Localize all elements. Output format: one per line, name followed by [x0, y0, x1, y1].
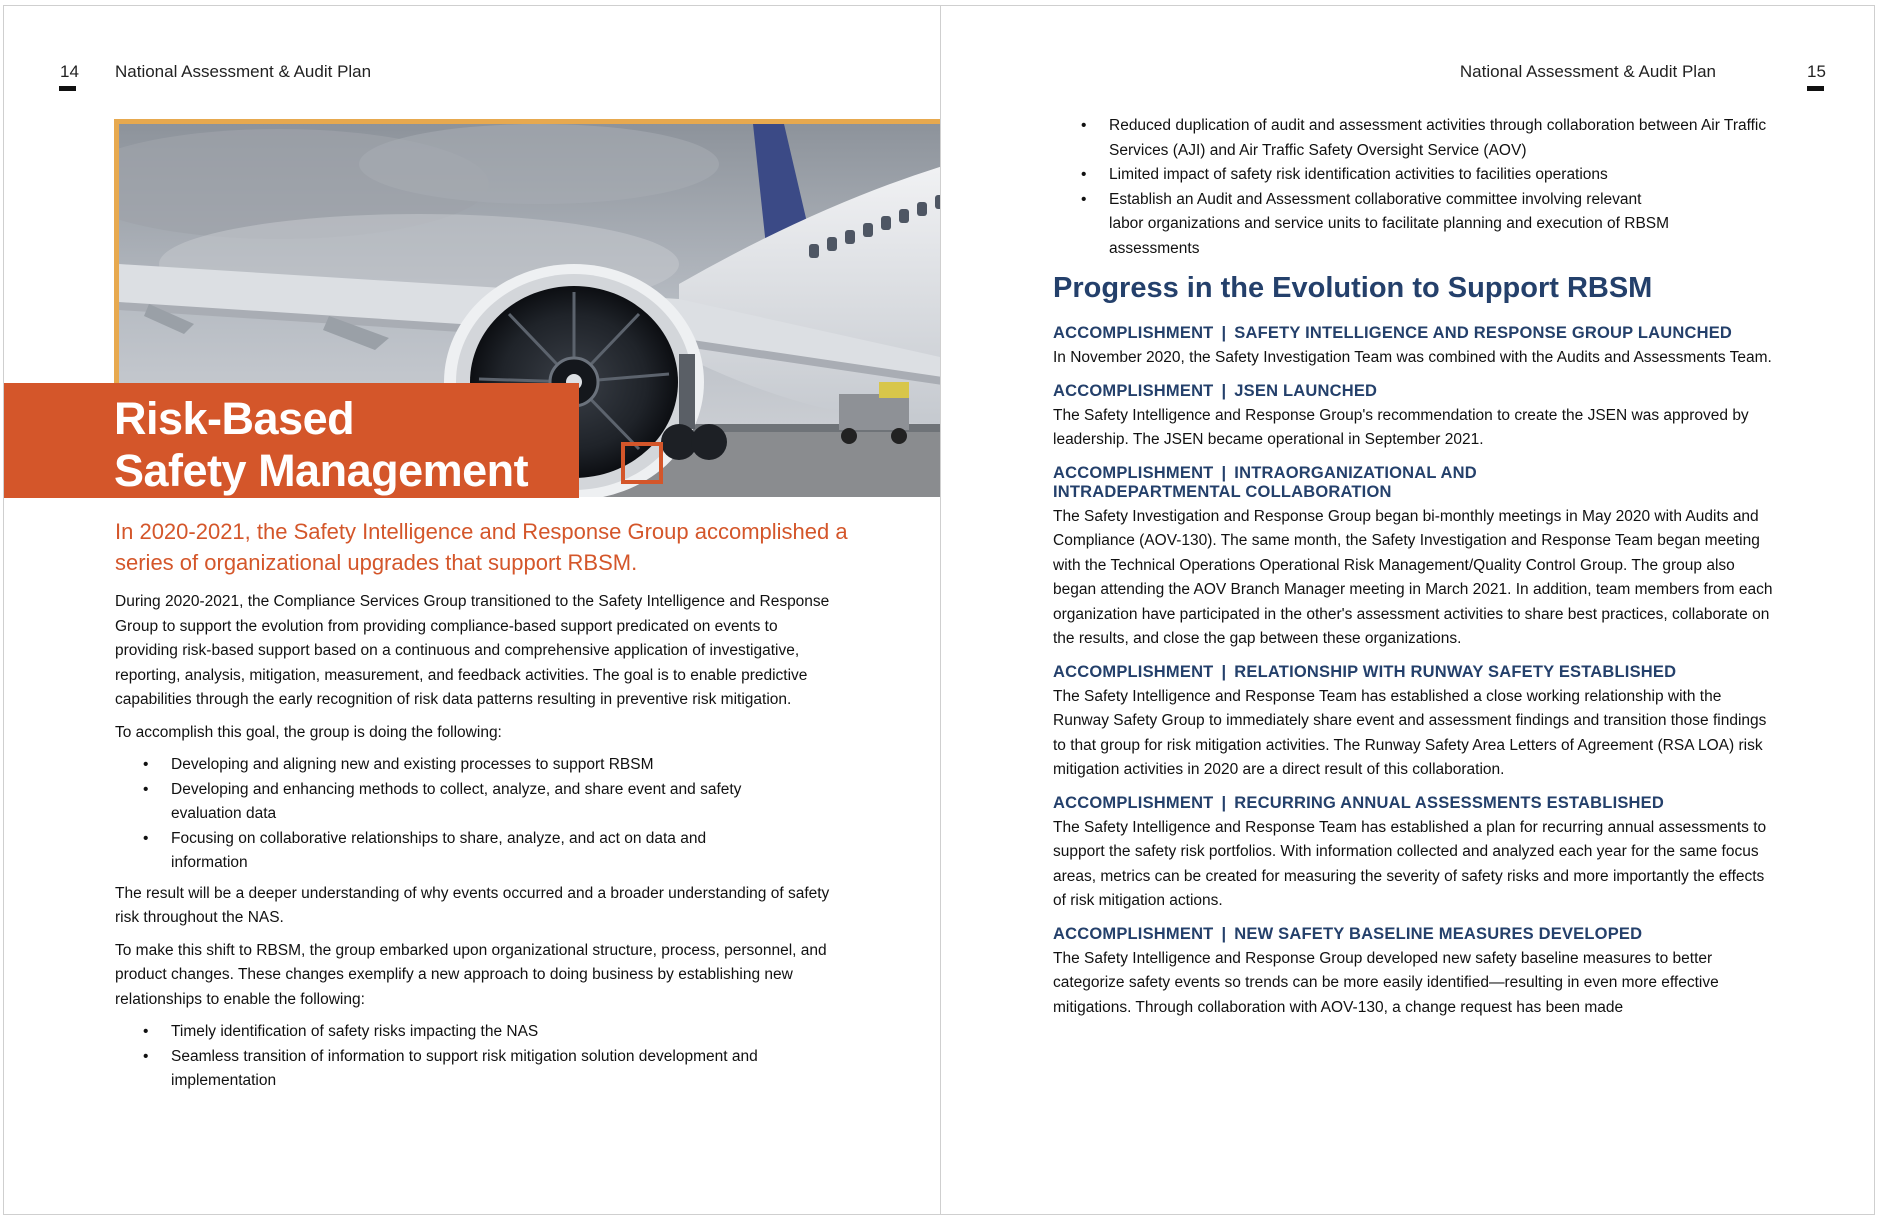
accomplishment-body: The Safety Intelligence and Response Group's recommendation to create the JSEN was approved by leadership. The JSEN became operational in September 2021. — [1053, 406, 1749, 448]
accomplishment-2 — [1053, 382, 1773, 453]
running-header: National Assessment & Audit Plan — [115, 62, 372, 81]
bullet-list-top — [1053, 114, 1773, 261]
title-band — [4, 383, 579, 498]
accomplishment-body: The Safety Intelligence and Response Group developed new safety baseline measures to better categorize safety events so trends can be more easily identified—resulting in even more effective mitigations. Through collaboration with AOV-130, a change request has been made — [1053, 949, 1719, 1016]
accomplishment-heading: ACCOMPLISHMENT | RECURRING ANNUAL ASSESSMENTS ESTABLISHED — [1053, 793, 1664, 812]
title-line-2: Safety Management — [114, 445, 529, 496]
page-number-bar — [1807, 86, 1824, 91]
paragraph-1: During 2020-2021, the Compliance Services Group transitioned to the Safety Intelligence and Response Group to support the evolution from providing compliance-based support predicated on events to providing risk-based support based on a continuous and comprehensive application of investigative, reporting, analysis, mitigation, measurement, and feedback activities. The goal is to enable predictive capabilities through the early recognition of risk data patterns resulting in preventive risk mitigation. — [115, 593, 830, 708]
page-number: 15 — [1807, 62, 1826, 81]
section-title: Progress in the Evolution to Support RBSM — [1053, 272, 1653, 304]
list-item: • Timely identification of safety risks impacting the NAS — [115, 1020, 795, 1045]
right-page — [940, 5, 1875, 1215]
accomplishment-heading: ACCOMPLISHMENT | INTRAORGANIZATIONAL AND INTRADEPARTMENTAL COLLABORATION — [1053, 463, 1477, 501]
left-page — [3, 5, 941, 1215]
page-title — [114, 393, 528, 497]
list-item: • Developing and enhancing methods to collect, analyze, and share event and safety evaluation data — [115, 778, 765, 827]
page-number: 14 — [60, 62, 79, 81]
paragraph-2: To accomplish this goal, the group is doing the following: — [115, 723, 502, 741]
accomplishment-body: In November 2020, the Safety Investigation Team was combined with the Audits and Assessments Team. — [1053, 349, 1772, 366]
accomplishment-5 — [1053, 794, 1773, 914]
list-item: • Seamless transition of information to support risk mitigation solution development and implementation — [115, 1045, 795, 1094]
accomplishment-body: The Safety Investigation and Response Group began bi-monthly meetings in May 2020 with Audits and Compliance (AOV-130). The same month, the Safety Investigation and Response Team began meeting with the Technical Operations Operational Risk Management/Quality Control Group. The group also began attending the AOV Branch Manager meeting in March 2021. In addition, team members from each organization have participated in the other's assessment activities to share best practices, collaborate on the results, and close the gap between these organizations. — [1053, 507, 1773, 647]
paragraph-3: The result will be a deeper understanding of why events occurred and a broader understanding of safety risk throughout the NAS. — [115, 884, 830, 926]
accomplishment-4 — [1053, 663, 1773, 783]
accomplishment-body: The Safety Intelligence and Response Team has established a close working relationship with the Runway Safety Group to immediately share event and assessment findings and transition those findings to that group for risk mitigation activities. The Runway Safety Area Letters of Agreement (RSA LOA) risk mitigation activities in 2020 are a direct result of this collaboration. — [1053, 687, 1767, 778]
accomplishment-3 — [1053, 464, 1773, 652]
accomplishment-1 — [1053, 324, 1773, 371]
accomplishment-heading: ACCOMPLISHMENT | NEW SAFETY BASELINE MEASURES DEVELOPED — [1053, 924, 1643, 943]
right-top-bullets — [1053, 114, 1773, 261]
paragraph-4: To make this shift to RBSM, the group embarked upon organizational structure, process, personnel, and product changes. These changes exemplify a new approach to doing business by establishing new relationships to enable the following: — [115, 941, 827, 1008]
bullet-list-2 — [115, 1020, 795, 1094]
accomplishment-heading: ACCOMPLISHMENT | JSEN LAUNCHED — [1053, 381, 1378, 400]
accomplishment-6 — [1053, 925, 1773, 1021]
list-item: • Establish an Audit and Assessment collaborative committee involving relevant labor organizations and service units to facilitate planning and execution of RBSM assessments — [1053, 188, 1679, 262]
running-header: National Assessment & Audit Plan — [1459, 62, 1716, 81]
left-body — [115, 590, 835, 1094]
page-number-bar — [59, 86, 76, 91]
bullet-list-1 — [115, 753, 765, 876]
accomplishment-heading: ACCOMPLISHMENT | RELATIONSHIP WITH RUNWAY SAFETY ESTABLISHED — [1053, 662, 1677, 681]
list-item: • Focusing on collaborative relationships to share, analyze, and act on data and information — [115, 827, 765, 876]
title-line-1: Risk-Based — [114, 393, 355, 444]
accomplishment-body: The Safety Intelligence and Response Team has established a plan for recurring annual assessments to support the safety risk portfolios. With information collected and analyzed each year for the same focus areas, metrics can be created for measuring the severity of safety risks and more importantly the effects of risk mitigation actions. — [1053, 818, 1767, 909]
decorative-corner-box — [621, 442, 663, 484]
list-item: • Reduced duplication of audit and assessment activities through collaboration between Air Traffic Services (AJI) and Air Traffic Safety Oversight Service (AOV) — [1053, 114, 1773, 163]
accomplishment-heading: ACCOMPLISHMENT | SAFETY INTELLIGENCE AND RESPONSE GROUP LAUNCHED — [1053, 324, 1733, 342]
list-item: • Developing and aligning new and existing processes to support RBSM — [115, 753, 765, 778]
list-item: • Limited impact of safety risk identification activities to facilities operations — [1053, 163, 1773, 188]
lead-paragraph: In 2020-2021, the Safety Intelligence and Response Group accomplished a series of organizational upgrades that support RBSM. — [115, 519, 848, 575]
accomplishments — [1053, 324, 1773, 1020]
